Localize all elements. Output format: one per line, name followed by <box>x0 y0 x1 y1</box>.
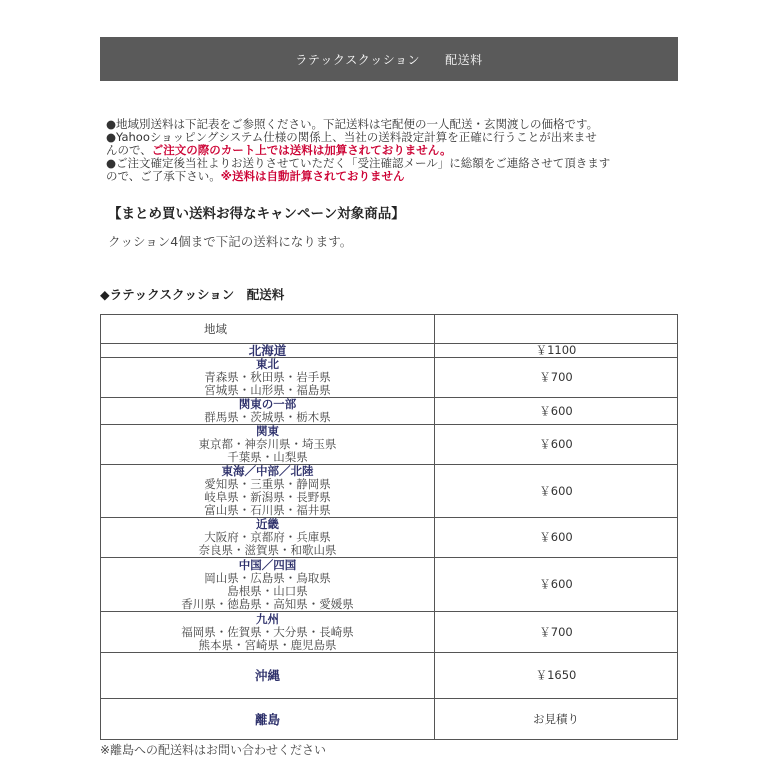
region-name: 九州 <box>256 611 279 626</box>
region-cell <box>101 518 435 558</box>
footnote: ※離島への配送料はお問い合わせください <box>100 743 327 757</box>
table-row <box>101 425 678 465</box>
note-line-5-prefix: ので、ご了承下さい。 <box>106 169 221 183</box>
note-line-1: ●地域別送料は下記表をご参照ください。下記送料は宅配便の一人配送・玄関渡しの価格です。 <box>106 117 599 131</box>
price-cell: お見積り <box>435 699 678 740</box>
prefecture-list: 奈良県・滋賀県・和歌山県 <box>198 543 337 557</box>
table-header-row <box>101 315 678 344</box>
table-row <box>101 518 678 558</box>
prefecture-list: 島根県・山口県 <box>227 583 308 598</box>
price-cell: ￥700 <box>435 358 678 398</box>
region-cell <box>101 612 435 653</box>
price-cell: ￥1100 <box>435 344 678 358</box>
prefecture-list: 香川県・徳島県・高知県・愛媛県 <box>181 596 354 611</box>
prefecture-list: 岡山県・広島県・鳥取県 <box>204 570 331 585</box>
prefecture-list: 群馬県・茨城県・栃木県 <box>204 410 331 424</box>
region-name: 近畿 <box>256 517 279 531</box>
note-line-5-warning: ※送料は自動計算されておりません <box>220 169 405 183</box>
prefecture-list: 大阪府・京都府・兵庫県 <box>204 530 331 544</box>
header-price-cell <box>435 315 678 344</box>
table-row <box>101 653 678 699</box>
region-name: 関東の一部 <box>238 397 297 411</box>
region-cell <box>101 699 435 740</box>
prefecture-list: 福岡県・佐賀県・大分県・長崎県 <box>181 624 354 639</box>
region-cell <box>101 398 435 425</box>
region-name: 関東 <box>256 424 279 438</box>
price-cell: ￥600 <box>435 465 678 518</box>
region-cell <box>101 425 435 465</box>
header-region-cell: 地域 <box>101 315 435 344</box>
table-row <box>101 358 678 398</box>
price-cell: ￥600 <box>435 398 678 425</box>
region-cell <box>101 653 435 699</box>
table-row <box>101 612 678 653</box>
cushion-quantity-note: クッション4個まで下記の送料になります。 <box>108 234 353 249</box>
table-row <box>101 465 678 518</box>
table-row <box>101 344 678 358</box>
note-line-3-prefix: んので、 <box>106 143 152 157</box>
prefecture-list: 千葉県・山梨県 <box>227 450 308 464</box>
region-name: 沖縄 <box>254 668 280 683</box>
page-header <box>100 37 678 81</box>
prefecture-list: 愛知県・三重県・静岡県 <box>204 477 331 491</box>
region-name: 東海／中部／北陸 <box>221 464 314 478</box>
region-name: 北海道 <box>248 343 287 358</box>
price-cell: ￥600 <box>435 518 678 558</box>
region-cell <box>101 465 435 518</box>
region-cell <box>101 558 435 612</box>
prefecture-list: 熊本県・宮崎県・鹿児島県 <box>198 637 337 652</box>
note-line-3-warning: ご注文の際のカート上では送料は加算されておりません。 <box>151 143 452 157</box>
table-row <box>101 699 678 740</box>
table-row <box>101 398 678 425</box>
price-cell: ￥1650 <box>435 653 678 699</box>
prefecture-list: 青森県・秋田県・岩手県 <box>204 370 331 384</box>
header-product: ラテックスクッション <box>295 52 421 67</box>
prefecture-list: 宮城県・山形県・福島県 <box>204 383 331 397</box>
shipping-notes <box>106 118 676 183</box>
region-name: 中国／四国 <box>238 557 297 572</box>
region-cell <box>101 344 435 358</box>
note-line-2: ●Yahooショッピングシステム仕様の関係上、当社の送料設定計算を正確に行うことが出来ませ <box>106 130 597 144</box>
note-line-4: ●ご注文確定後当社よりお送りさせていただく「受注確認メール」に総額をご連絡させて頂きます <box>106 156 611 170</box>
prefecture-list: 東京都・神奈川県・埼玉県 <box>198 437 337 451</box>
note-line-5 <box>106 170 676 183</box>
shipping-rate-table <box>100 314 678 740</box>
prefecture-list: 岐阜県・新潟県・長野県 <box>204 490 331 504</box>
price-cell: ￥600 <box>435 558 678 612</box>
price-cell: ￥600 <box>435 425 678 465</box>
table-row <box>101 558 678 612</box>
price-cell: ￥700 <box>435 612 678 653</box>
region-name: 離島 <box>254 711 280 727</box>
prefecture-list: 富山県・石川県・福井県 <box>204 503 331 517</box>
region-cell <box>101 358 435 398</box>
region-name: 東北 <box>256 357 279 371</box>
section-title: ◆ラテックスクッション 配送料 <box>100 287 285 302</box>
campaign-title: 【まとめ買い送料お得なキャンペーン対象商品】 <box>108 206 405 222</box>
header-label: 配送料 <box>445 52 483 67</box>
